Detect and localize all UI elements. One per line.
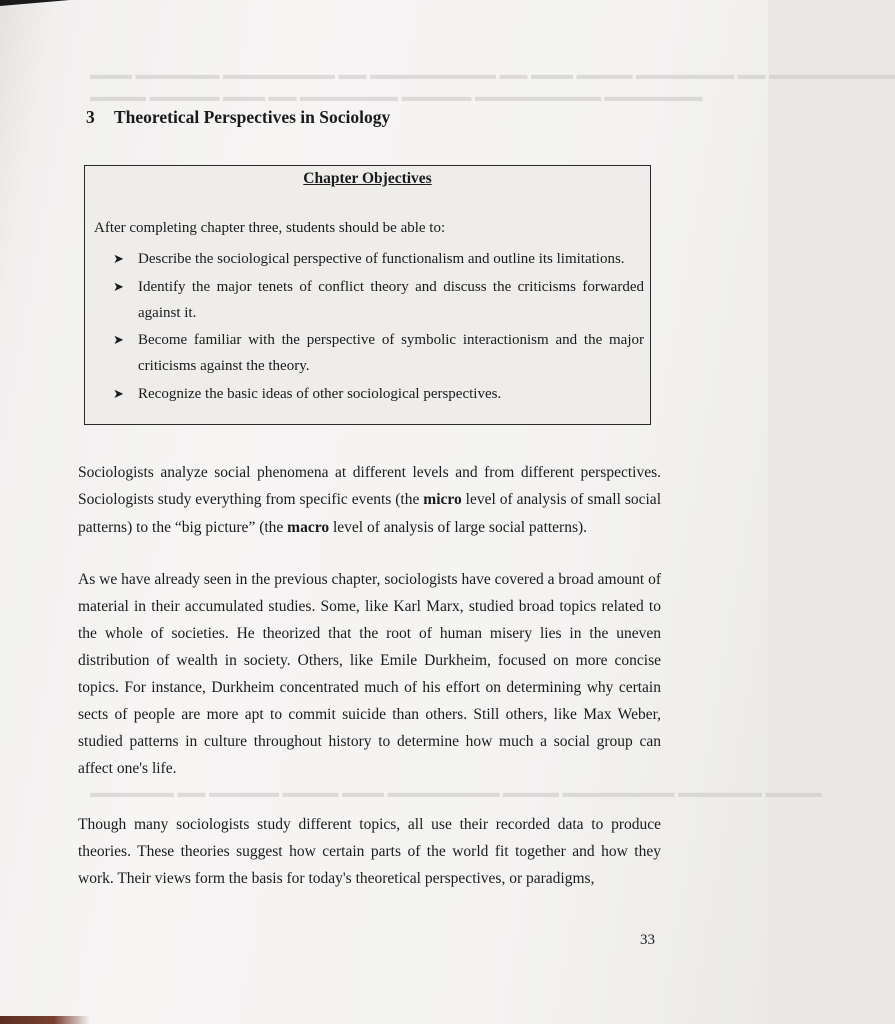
bleed-through-text: ▬▬▬▬▬▬ ▬▬ ▬▬▬▬▬ ▬▬▬▬ ▬▬▬ ▬▬▬▬▬▬▬▬ ▬▬▬▬ ▬▬▬▬▬▬▬▬ ▬▬▬▬▬▬ ▬▬▬▬ xyxy=(90,786,822,801)
chapter-heading xyxy=(86,107,390,128)
objectives-heading: Chapter Objectives xyxy=(303,170,432,187)
paragraph-classical-sociologists: As we have already seen in the previous chapter, sociologists have covered a broad amount of material in their accumulated studies. Some, like Karl Marx, studied broad topics related to the whole of societies. He theorized that the root of human misery lies in the uneven distribution of wealth in society. Others, like Emile Durkheim, focused on more concise topics. For instance, Durkheim concentrated much of his effort on determining why certain sects of people are more apt to commit suicide than others. Still others, like Max Weber, studied patterns in culture throughout history to determine how much a social group can affect one's life. xyxy=(78,571,661,777)
paragraph-theories: Though many sociologists study different topics, all use their recorded data to produce theories. These theories suggest how certain parts of the world fit together and how they work. Their views form the basis for today's theoretical perspectives, or paradigms, xyxy=(78,816,661,887)
objectives-list xyxy=(113,246,644,408)
paragraph-text: level of analysis of large social patterns). xyxy=(329,518,588,536)
objective-text: Describe the sociological perspective of functionalism and outline its limitations. xyxy=(138,251,625,267)
term-micro: micro xyxy=(423,491,462,509)
arrowhead-bullet-icon: ➤ xyxy=(113,251,124,266)
objective-item xyxy=(113,246,644,272)
objective-item xyxy=(113,274,644,326)
page-number: 33 xyxy=(640,932,655,948)
chapter-title: Theoretical Perspectives in Sociology xyxy=(114,107,391,127)
paragraph-text: Sociologists analyze social phenomena at different levels and from different perspectives. Sociologists study everything from specific events (the xyxy=(78,464,661,509)
scan-edge-shadow xyxy=(0,1016,90,1024)
objective-text: Recognize the basic ideas of other sociological perspectives. xyxy=(138,385,502,402)
objective-item xyxy=(113,381,644,407)
term-macro: macro xyxy=(287,518,330,536)
objective-text: Become familiar with the perspective of symbolic interactionism and the major criticisms against the theory. xyxy=(138,332,644,374)
scan-corner-shadow xyxy=(0,0,70,6)
bleed-through-text: ▬▬▬▬ ▬▬▬▬▬ ▬▬▬ ▬▬ ▬▬▬▬▬▬▬ ▬▬▬▬▬ ▬▬▬▬▬▬▬▬▬ ▬▬▬▬▬▬▬ xyxy=(90,90,703,105)
arrowhead-bullet-icon: ➤ xyxy=(113,278,124,294)
arrowhead-bullet-icon: ➤ xyxy=(113,332,124,347)
paragraph-levels-of-analysis xyxy=(78,459,661,541)
objectives-intro: After completing chapter three, students should be able to: xyxy=(94,220,446,236)
arrowhead-bullet-icon: ➤ xyxy=(113,385,124,401)
bleed-through-text: ▬▬▬ ▬▬▬▬▬▬ ▬▬▬▬▬▬▬▬ ▬▬ ▬▬▬▬▬▬▬▬▬ ▬▬ ▬▬▬ ▬▬▬▬ ▬▬▬▬▬▬▬ ▬▬ ▬▬▬▬▬▬▬▬▬ xyxy=(90,68,895,83)
chapter-objectives-box xyxy=(84,165,651,425)
objective-text: Identify the major tenets of conflict theory and discuss the criticisms forwarded against it. xyxy=(138,278,644,321)
chapter-number: 3 xyxy=(86,107,95,127)
paragraph-text: level of analysis of small social patterns) to the “big picture” (the xyxy=(78,491,661,536)
objective-item xyxy=(113,327,644,379)
